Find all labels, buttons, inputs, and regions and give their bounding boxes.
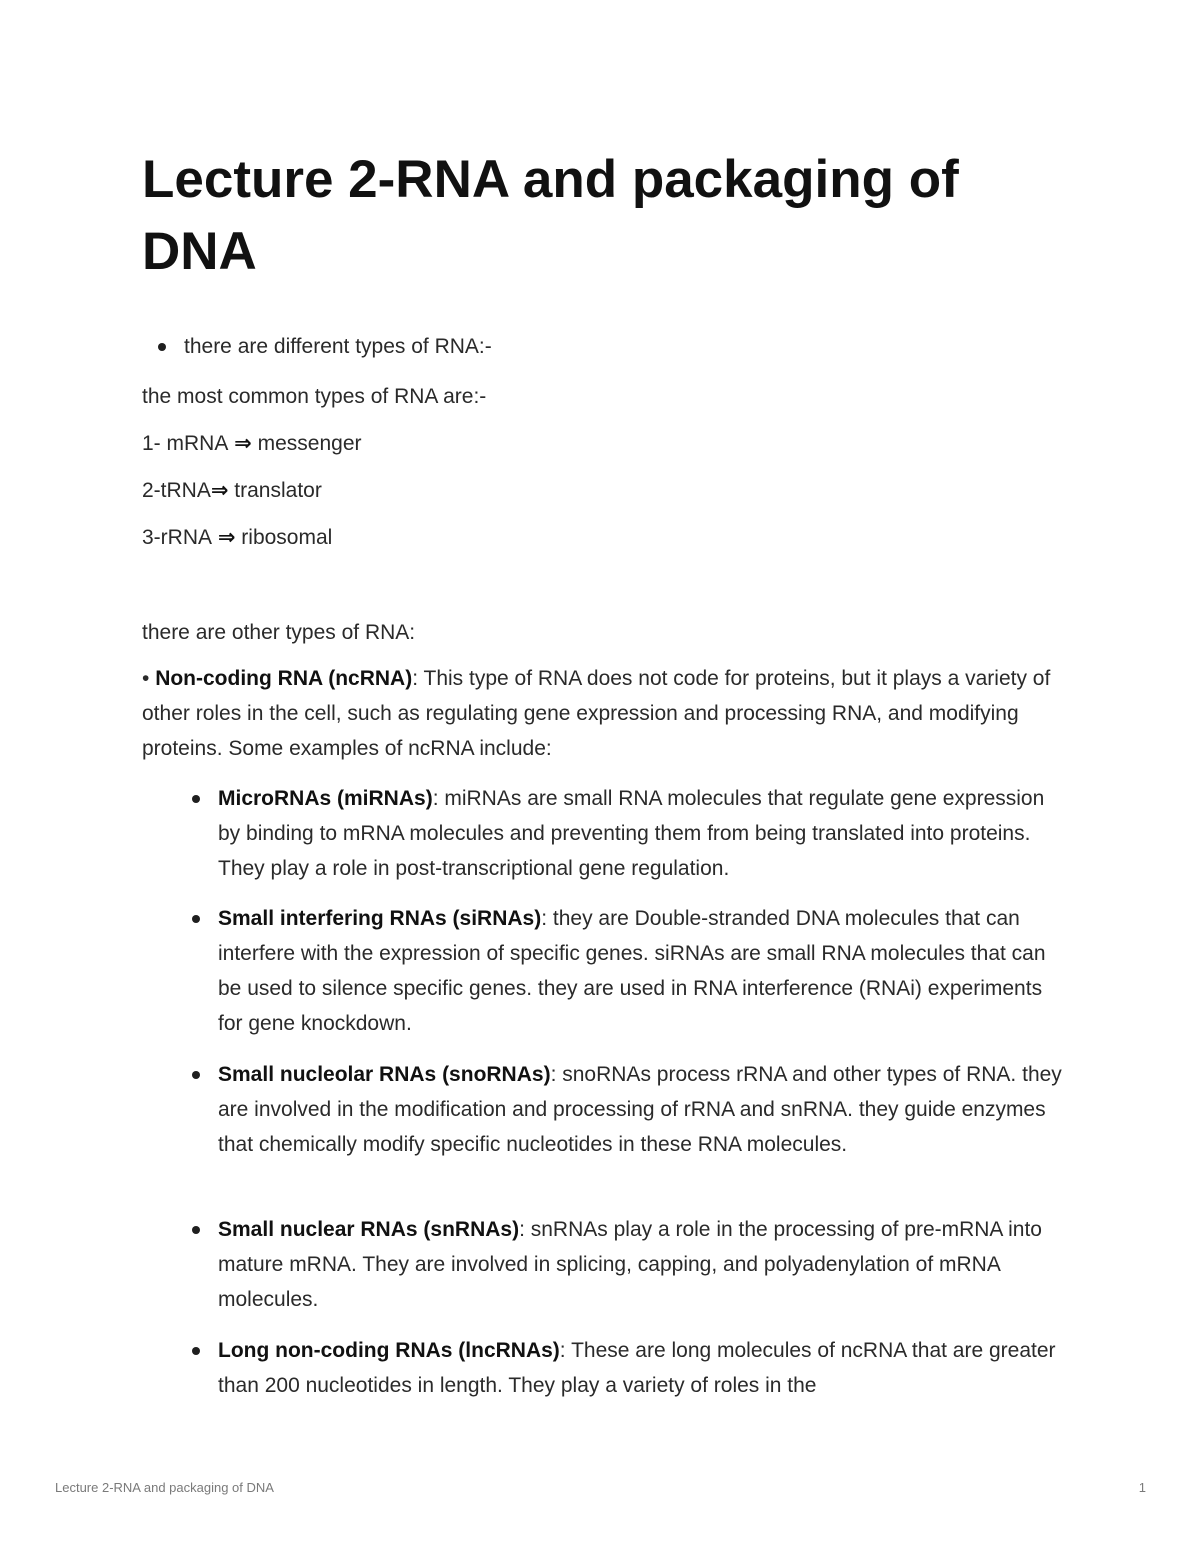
list-item bbox=[218, 1333, 1068, 1405]
example-text: : snoRNAs process rRNA and other types of RNA. they are involved in the modification and processing of rRNA and snRNA. they guide enzymes that chemically modify specific nucleotides in these RNA molecules. bbox=[218, 1063, 1062, 1156]
bullet-dot bbox=[192, 915, 200, 923]
bullet-dot bbox=[192, 1347, 200, 1355]
common-type-item bbox=[142, 520, 1072, 555]
list-item bbox=[218, 901, 1068, 1057]
common-type-meaning: translator bbox=[234, 479, 322, 502]
example-text: : snRNAs play a role in the processing of pre-mRNA into mature mRNA. They are involved in splicing, capping, and polyadenylation of mRNA molecules. bbox=[218, 1218, 1042, 1311]
list-item bbox=[218, 1212, 1068, 1333]
intro-bullet-text: there are different types of RNA:- bbox=[184, 335, 492, 358]
common-type-code: 1- mRNA bbox=[142, 432, 229, 455]
example-term: Small interfering RNAs (siRNAs) bbox=[218, 907, 542, 930]
arrow-icon: ⇒ bbox=[228, 432, 258, 455]
bullet-dot bbox=[192, 1226, 200, 1234]
common-type-code: 2-tRNA bbox=[142, 479, 211, 502]
ncrna-paragraph bbox=[142, 661, 1062, 766]
ncrna-examples-list bbox=[218, 781, 1068, 1405]
example-term: Small nucleolar RNAs (snoRNAs) bbox=[218, 1063, 551, 1086]
example-term: MicroRNAs (miRNAs) bbox=[218, 787, 433, 810]
bullet-dot bbox=[192, 1071, 200, 1079]
ncrna-text: : This type of RNA does not code for proteins, but it plays a variety of other roles in the cell, such as regulating gene expression and processing RNA, and modifying proteins. Some examples of ncRNA include: bbox=[142, 667, 1051, 760]
document-title: Lecture 2-RNA and packaging of DNA bbox=[142, 150, 959, 281]
footer-title: Lecture 2-RNA and packaging of DNA bbox=[55, 1480, 274, 1495]
example-term: Small nuclear RNAs (snRNAs) bbox=[218, 1218, 520, 1241]
list-item bbox=[218, 781, 1068, 901]
common-type-item bbox=[142, 426, 1072, 461]
ncrna-prefix: • bbox=[142, 667, 156, 690]
other-types-heading: there are other types of RNA: bbox=[142, 621, 416, 644]
example-text: : they are Double-stranded DNA molecules that can interfere with the expression of specific genes. siRNAs are small RNA molecules that can be used to silence specific genes. they are used in RNA interference (RNAi) experiments for gene knockdown. bbox=[218, 907, 1046, 1035]
bullet-dot bbox=[192, 795, 200, 803]
ncrna-term: Non-coding RNA (ncRNA) bbox=[155, 667, 413, 690]
arrow-icon: ⇒ bbox=[212, 526, 242, 549]
common-types-heading: the most common types of RNA are:- bbox=[142, 385, 487, 408]
intro-bullet bbox=[184, 329, 492, 364]
bullet-dot bbox=[158, 343, 166, 351]
common-type-meaning: ribosomal bbox=[241, 526, 333, 549]
arrow-icon: ⇒ bbox=[210, 479, 235, 502]
list-item bbox=[218, 1057, 1068, 1212]
example-text: : miRNAs are small RNA molecules that regulate gene expression by binding to mRNA molecules and preventing them from being translated into proteins. They play a role in post-transcriptional gene regulation. bbox=[218, 787, 1045, 880]
common-type-code: 3-rRNA bbox=[142, 526, 213, 549]
common-type-meaning: messenger bbox=[257, 432, 362, 455]
common-type-item bbox=[142, 473, 1072, 508]
page-number: 1 bbox=[1138, 1480, 1146, 1495]
example-text: : These are long molecules of ncRNA that are greater than 200 nucleotides in length. They play a variety of roles in the bbox=[218, 1339, 1056, 1397]
example-term: Long non-coding RNAs (lncRNAs) bbox=[218, 1339, 560, 1362]
